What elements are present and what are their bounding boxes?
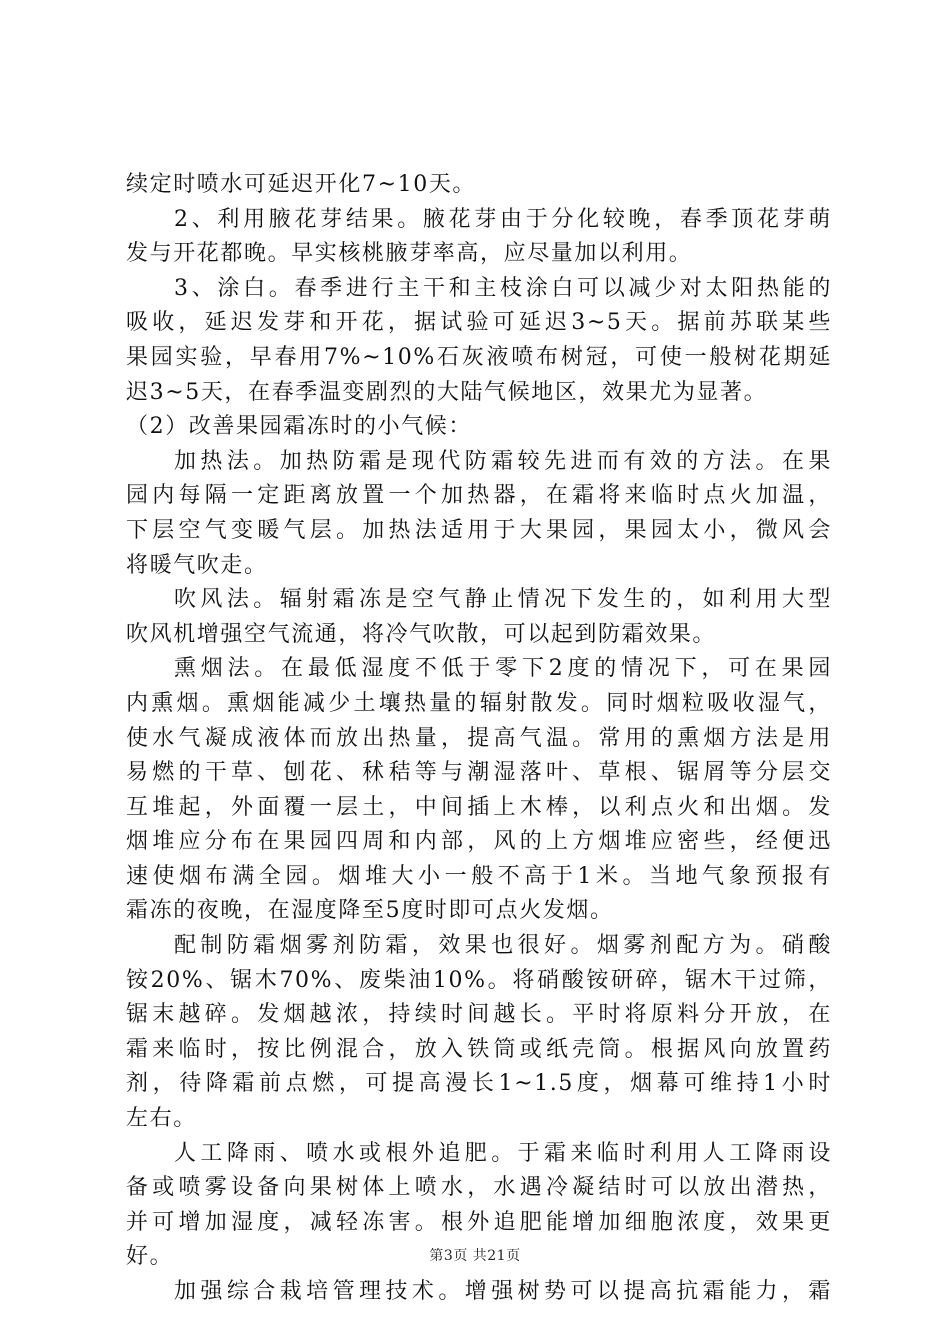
text-line: 人工降雨、喷水或根外追肥。于霜来临时利用人工降雨设	[174, 1140, 832, 1166]
page-footer: 第3页 共21页	[429, 1248, 521, 1264]
text-line: 吸收，延迟发芽和开花，据试验可延迟3~5天。据前苏联某些	[126, 310, 832, 336]
text-line: 加强综合栽培管理技术。增强树势可以提高抗霜能力，霜	[174, 1279, 832, 1304]
text-line: 配制防霜烟雾剂防霜，效果也很好。烟雾剂配方为。硝酸	[174, 933, 832, 959]
text-line: 霜冻的夜晚，在湿度降至5度时即可点火发烟。	[126, 898, 614, 924]
text-line: 左右。	[126, 1106, 197, 1132]
text-line: 使水气凝成液体而放出热量，提高气温。常用的熏烟方法是用	[126, 725, 832, 751]
text-line: 内熏烟。熏烟能减少土壤热量的辐射散发。同时烟粒吸收湿气，	[126, 690, 832, 716]
text-line: 将暖气吹走。	[126, 552, 268, 578]
text-line: 霜来临时，按比例混合，放入铁筒或纸壳筒。根据风向放置药	[126, 1036, 832, 1062]
text-line: 续定时喷水可延迟开化7~10天。	[126, 172, 477, 197]
text-line: 加热法。加热防霜是现代防霜较先进而有效的方法。在果	[174, 448, 832, 474]
text-line: 剂，待降霜前点燃，可提高漫长1~1.5度，烟幕可维持1小时	[126, 1071, 832, 1097]
text-line: 下层空气变暖气层。加热法适用于大果园，果园太小，微风会	[126, 517, 832, 543]
text-line: 果园实验，早春用7%~10%石灰液喷布树冠，可使一般树花期延	[126, 344, 832, 370]
text-line: 锯末越碎。发烟越浓，持续时间越长。平时将原料分开放，在	[126, 1002, 832, 1028]
text-line: 吹风机增强空气流通，将冷气吹散，可以起到防霜效果。	[126, 621, 717, 647]
text-line: 互堆起，外面覆一层土，中间插上木棒，以利点火和出烟。发	[126, 794, 832, 820]
text-line: 熏烟法。在最低湿度不低于零下2度的情况下，可在果园	[174, 656, 832, 682]
text-line: 铵20%、锯木70%、废柴油10%。将硝酸铵研碎，锯木干过筛，	[126, 967, 832, 993]
text-line: （2）改善果园霜冻时的小气候：	[126, 414, 472, 440]
body-text	[126, 168, 832, 1310]
text-line: 2、利用腋花芽结果。腋花芽由于分化较晚，春季顶花芽萌	[174, 206, 832, 232]
text-line: 吹风法。辐射霜冻是空气静止情况下发生的，如利用大型	[174, 587, 832, 613]
text-line: 迟3~5天，在春季温变剧烈的大陆气候地区，效果尤为显著。	[126, 379, 768, 405]
text-line: 烟堆应分布在果园四周和内部，风的上方烟堆应密些，经便迅	[126, 829, 832, 855]
text-line: 园内每隔一定距离放置一个加热器，在霜将来临时点火加温，	[126, 483, 832, 509]
text-line: 3、涂白。春季进行主干和主枝涂白可以减少对太阳热能的	[174, 275, 832, 301]
text-line: 并可增加湿度，减轻冻害。根外追肥能增加细胞浓度，效果更	[126, 1209, 832, 1235]
text-line: 发与开花都晚。早实核桃腋芽率高，应尽量加以利用。	[126, 241, 693, 267]
text-line: 备或喷雾设备向果树体上喷水，水遇冷凝结时可以放出潜热，	[126, 1175, 832, 1201]
text-line: 易燃的干草、刨花、秫秸等与潮湿落叶、草根、锯屑等分层交	[126, 760, 832, 786]
text-line: 好。	[126, 1244, 174, 1270]
text-line: 速使烟布满全园。烟堆大小一般不高于1米。当地气象预报有	[126, 863, 832, 889]
